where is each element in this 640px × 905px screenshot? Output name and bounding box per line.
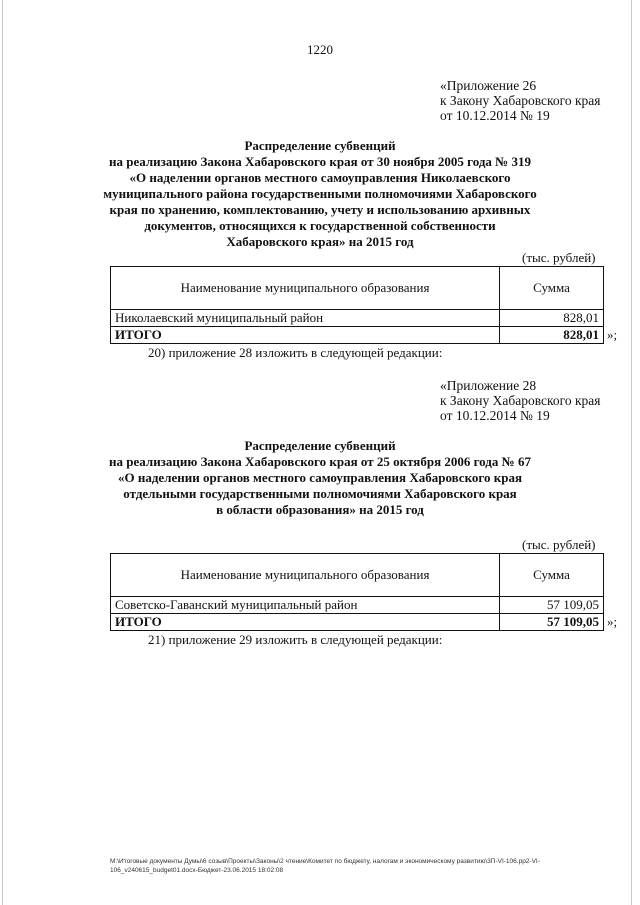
appendix-line: к Закону Хабаровского края <box>440 93 601 108</box>
title-line: Хабаровского края» на 2015 год <box>226 234 414 249</box>
title-line: на реализацию Закона Хабаровского края от 30 ноября 2005 года № 319 <box>109 154 531 169</box>
total-label: ИТОГО <box>111 327 500 344</box>
subsidy-table-1 <box>110 266 604 344</box>
title-line: отдельными государственными полномочиями Хабаровского края <box>123 486 517 501</box>
appendix-26-header <box>440 78 601 123</box>
title-line: Распределение субвенций <box>244 138 396 153</box>
title-line: на реализацию Закона Хабаровского края от 25 октября 2006 года № 67 <box>109 454 531 469</box>
appendix-line: «Приложение 28 <box>440 378 537 393</box>
appendix-line: к Закону Хабаровского края <box>440 393 601 408</box>
header-sum: Сумма <box>500 554 604 597</box>
table-header-row <box>111 554 604 597</box>
appendix-line: «Приложение 26 <box>440 78 537 93</box>
table-total-row <box>111 327 604 344</box>
row-sum: 828,01 <box>500 310 604 327</box>
subsidy-table-2 <box>110 553 604 631</box>
row-name: Советско-Гаванский муниципальный район <box>111 597 500 614</box>
header-name: Наименование муниципального образования <box>111 554 500 597</box>
footer-line: 106_v240615_budget01.docx-Бюджет-23.06.2015 18:02:08 <box>110 867 284 874</box>
table-row <box>111 310 604 327</box>
total-sum: 57 109,05 <box>500 614 604 631</box>
title-line: в области образования» на 2015 год <box>216 502 424 517</box>
row-name: Николаевский муниципальный район <box>111 310 500 327</box>
total-label: ИТОГО <box>111 614 500 631</box>
page-number: 1220 <box>307 42 333 57</box>
total-sum: 828,01 <box>500 327 604 344</box>
scan-left-edge <box>2 0 3 905</box>
appendix-line: от 10.12.2014 № 19 <box>440 408 550 423</box>
header-sum: Сумма <box>500 267 604 310</box>
table-row <box>111 597 604 614</box>
title-line: «О наделении органов местного самоуправления Хабаровского края <box>118 470 522 485</box>
table-header-row <box>111 267 604 310</box>
closing-quote: »; <box>607 614 618 629</box>
paragraph-20: 20) приложение 28 изложить в следующей редакции: <box>148 345 443 360</box>
units-label: (тыс. рублей) <box>522 250 596 265</box>
paragraph-21: 21) приложение 29 изложить в следующей редакции: <box>148 632 443 647</box>
title-block-1 <box>80 138 560 250</box>
closing-quote: »; <box>607 327 618 342</box>
scan-right-edge <box>631 0 632 905</box>
title-line: Распределение субвенций <box>244 438 396 453</box>
title-line: «О наделении органов местного самоуправления Николаевского <box>129 170 511 185</box>
appendix-line: от 10.12.2014 № 19 <box>440 108 550 123</box>
units-label: (тыс. рублей) <box>522 537 596 552</box>
appendix-28-header <box>440 378 601 423</box>
footer-line: M:\Итоговые документы Думы\6 созыв\Проекты\Законы\2 чтение\Комитет по бюджету, налогам и экономическому развитию\3П-VI-106.рр2-VI- <box>110 858 540 865</box>
table-total-row <box>111 614 604 631</box>
title-line: документов, относящихся к государственной собственности <box>144 218 496 233</box>
title-line: края по хранению, комплектованию, учету и использованию архивных <box>109 202 531 217</box>
title-line: муниципального района государственными полномочиями Хабаровского <box>103 186 537 201</box>
header-name: Наименование муниципального образования <box>111 267 500 310</box>
title-block-2 <box>80 438 560 518</box>
file-path-footer <box>110 857 540 875</box>
row-sum: 57 109,05 <box>500 597 604 614</box>
